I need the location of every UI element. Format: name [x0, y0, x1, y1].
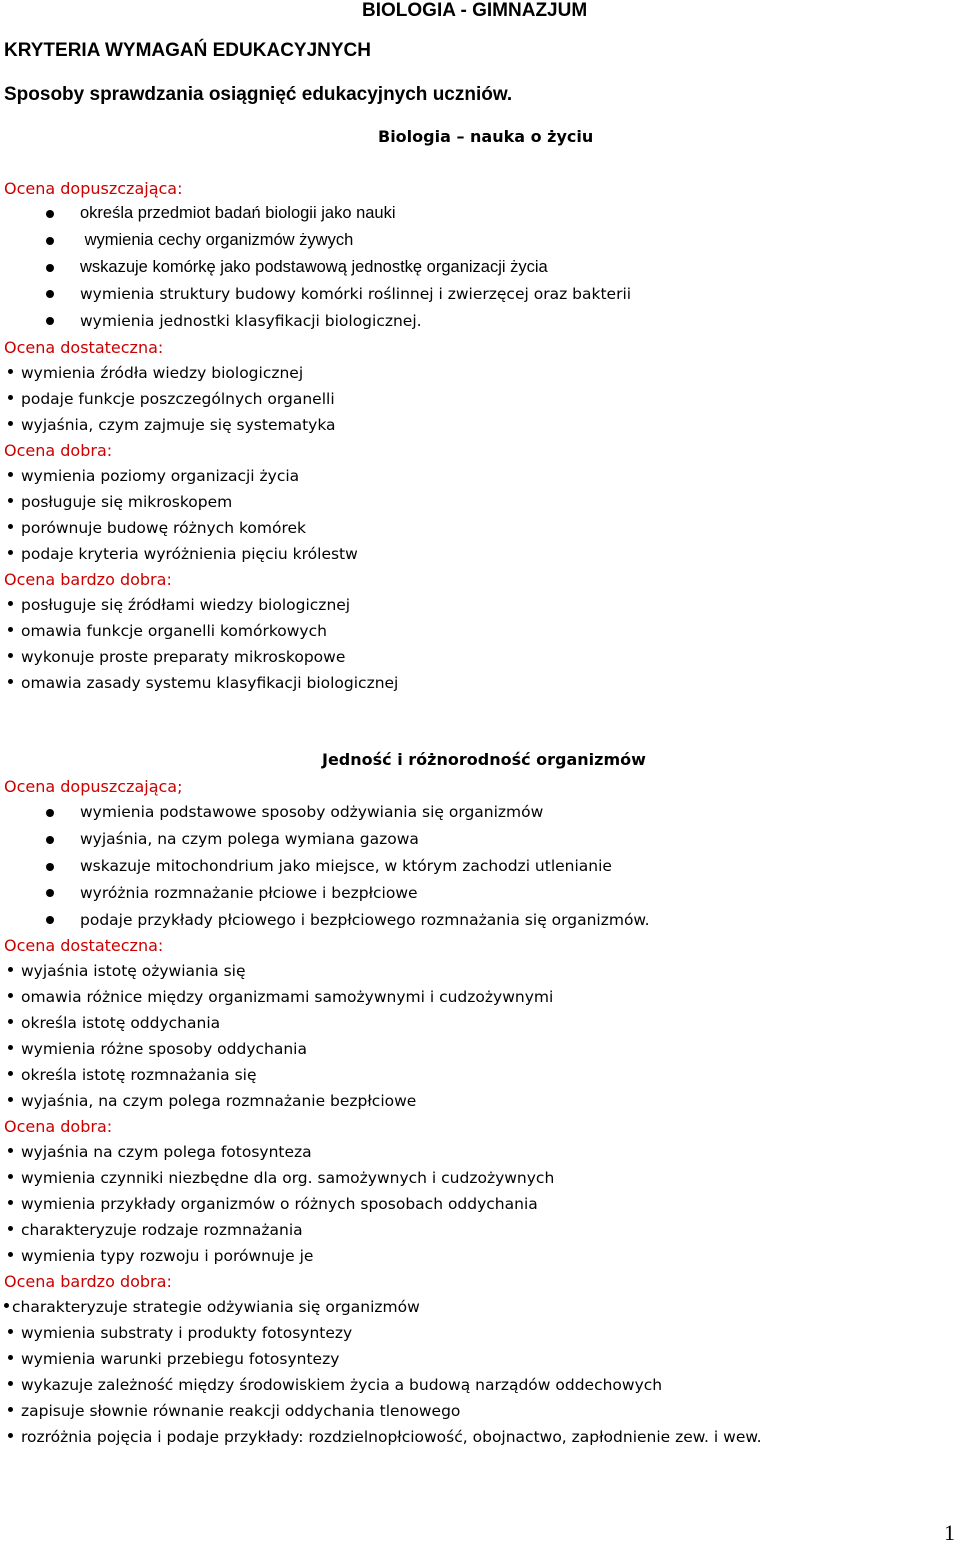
list-item: wyróżnia rozmnażanie płciowe i bezpłciowe	[80, 884, 418, 902]
list-item: określa istotę rozmnażania się	[8, 1066, 257, 1084]
bullet-icon	[8, 395, 13, 400]
document-title: KRYTERIA WYMAGAŃ EDUKACYJNYCH	[4, 40, 371, 61]
subject-title: BIOLOGIA - GIMNAZJUM	[362, 0, 588, 21]
bullet-icon	[8, 1355, 13, 1360]
list-item: wymienia przykłady organizmów o różnych sposobach oddychania	[8, 1195, 538, 1213]
list-item: wymienia podstawowe sposoby odżywiania się organizmów	[80, 803, 544, 821]
list-item: wymienia warunki przebiegu fotosyntezy	[8, 1350, 339, 1368]
bullet-icon	[46, 264, 54, 272]
bullet-icon	[46, 290, 54, 298]
bullet-icon	[8, 1433, 13, 1438]
list-item: posługuje się mikroskopem	[8, 493, 232, 511]
grade-label: Ocena bardzo dobra:	[4, 1272, 172, 1291]
list-item: określa przedmiot badań biologii jako nauki	[80, 204, 396, 222]
bullet-icon	[8, 1019, 13, 1024]
list-item: wykonuje proste preparaty mikroskopowe	[8, 648, 345, 666]
list-item: wymienia poziomy organizacji życia	[8, 467, 299, 485]
list-item: podaje funkcje poszczególnych organelli	[8, 390, 335, 408]
list-item: wyjaśnia, na czym polega wymiana gazowa	[80, 830, 419, 848]
list-item: wymienia jednostki klasyfikacji biologicznej.	[80, 312, 422, 330]
list-item: wymienia struktury budowy komórki roślinnej i zwierzęcej oraz bakterii	[80, 285, 632, 303]
list-item: podaje przykłady płciowego i bezpłciowego rozmnażania się organizmów.	[80, 911, 650, 929]
bullet-icon	[8, 1045, 13, 1050]
list-item: wyjaśnia, czym zajmuje się systematyka	[8, 416, 336, 434]
grade-label: Ocena dopuszczająca:	[4, 179, 183, 198]
list-item: wymienia cechy organizmów żywych	[80, 231, 354, 249]
bullet-icon	[46, 809, 54, 817]
grade-label: Ocena bardzo dobra:	[4, 570, 172, 589]
list-item: wymienia substraty i produkty fotosyntezy	[8, 1324, 352, 1342]
bullet-icon	[8, 1226, 13, 1231]
list-item: zapisuje słownie równanie reakcji oddychania tlenowego	[8, 1402, 460, 1420]
bullet-icon	[8, 653, 13, 658]
bullet-icon	[8, 679, 13, 684]
bullet-icon	[8, 1407, 13, 1412]
bullet-icon	[8, 1174, 13, 1179]
list-item: wyjaśnia na czym polega fotosynteza	[8, 1143, 312, 1161]
grade-label: Ocena dobra:	[4, 1117, 113, 1136]
bullet-icon	[8, 1329, 13, 1334]
bullet-icon	[46, 916, 54, 924]
list-item: wskazuje mitochondrium jako miejsce, w którym zachodzi utlenianie	[80, 857, 612, 875]
bullet-icon	[8, 1252, 13, 1257]
list-item: wykazuje zależność między środowiskiem życia a budową narządów oddechowych	[8, 1376, 662, 1394]
page-number: 1	[944, 1520, 955, 1545]
bullet-icon	[8, 1381, 13, 1386]
list-item: porównuje budowę różnych komórek	[8, 519, 306, 537]
bullet-icon	[8, 524, 13, 529]
bullet-icon	[46, 317, 54, 325]
grade-label: Ocena dostateczna:	[4, 338, 164, 357]
list-item: rozróżnia pojęcia i podaje przykłady: rozdzielnopłciowość, obojnactwo, zapłodnienie zew. i wew.	[8, 1428, 762, 1446]
grade-label: Ocena dostateczna:	[4, 936, 164, 955]
bullet-icon	[46, 836, 54, 844]
list-item: charakteryzuje strategie odżywiania się organizmów	[4, 1298, 420, 1316]
bullet-icon	[8, 1071, 13, 1076]
list-item: omawia różnice między organizmami samożywnymi i cudzożywnymi	[8, 988, 553, 1006]
document-subtitle: Sposoby sprawdzania osiągnięć edukacyjnych uczniów.	[4, 84, 513, 105]
list-item: omawia zasady systemu klasyfikacji biologicznej	[8, 674, 398, 692]
list-item: określa istotę oddychania	[8, 1014, 220, 1032]
bullet-icon	[46, 237, 54, 245]
list-item: wymienia różne sposoby oddychania	[8, 1040, 307, 1058]
grade-label: Ocena dopuszczająca;	[4, 777, 183, 796]
list-item: charakteryzuje rodzaje rozmnażania	[8, 1221, 303, 1239]
list-item: wyjaśnia, na czym polega rozmnażanie bezpłciowe	[8, 1092, 416, 1110]
list-item: wymienia typy rozwoju i porównuje je	[8, 1247, 313, 1265]
bullet-icon	[8, 498, 13, 503]
bullet-icon	[8, 601, 13, 606]
list-item: posługuje się źródłami wiedzy biologicznej	[8, 596, 350, 614]
bullet-icon	[8, 1200, 13, 1205]
bullet-icon	[8, 993, 13, 998]
list-item: wskazuje komórkę jako podstawową jednostkę organizacji życia	[80, 258, 548, 276]
bullet-icon	[46, 210, 54, 218]
list-item: podaje kryteria wyróżnienia pięciu królestw	[8, 545, 358, 563]
list-item: wymienia źródła wiedzy biologicznej	[8, 364, 303, 382]
bullet-icon	[8, 472, 13, 477]
bullet-icon	[8, 550, 13, 555]
bullet-icon	[8, 1097, 13, 1102]
grade-label: Ocena dobra:	[4, 441, 113, 460]
list-item: wyjaśnia istotę ożywiania się	[8, 962, 246, 980]
bullet-icon	[8, 627, 13, 632]
section-title: Jedność i różnorodność organizmów	[322, 750, 646, 769]
bullet-icon	[46, 863, 54, 871]
bullet-icon	[8, 1148, 13, 1153]
bullet-icon	[8, 421, 13, 426]
bullet-icon	[4, 1303, 9, 1308]
bullet-icon	[8, 369, 13, 374]
list-item: wymienia czynniki niezbędne dla org. samożywnych i cudzożywnych	[8, 1169, 554, 1187]
list-item: omawia funkcje organelli komórkowych	[8, 622, 327, 640]
bullet-icon	[46, 889, 54, 897]
bullet-icon	[8, 967, 13, 972]
section-title: Biologia – nauka o życiu	[378, 127, 594, 146]
